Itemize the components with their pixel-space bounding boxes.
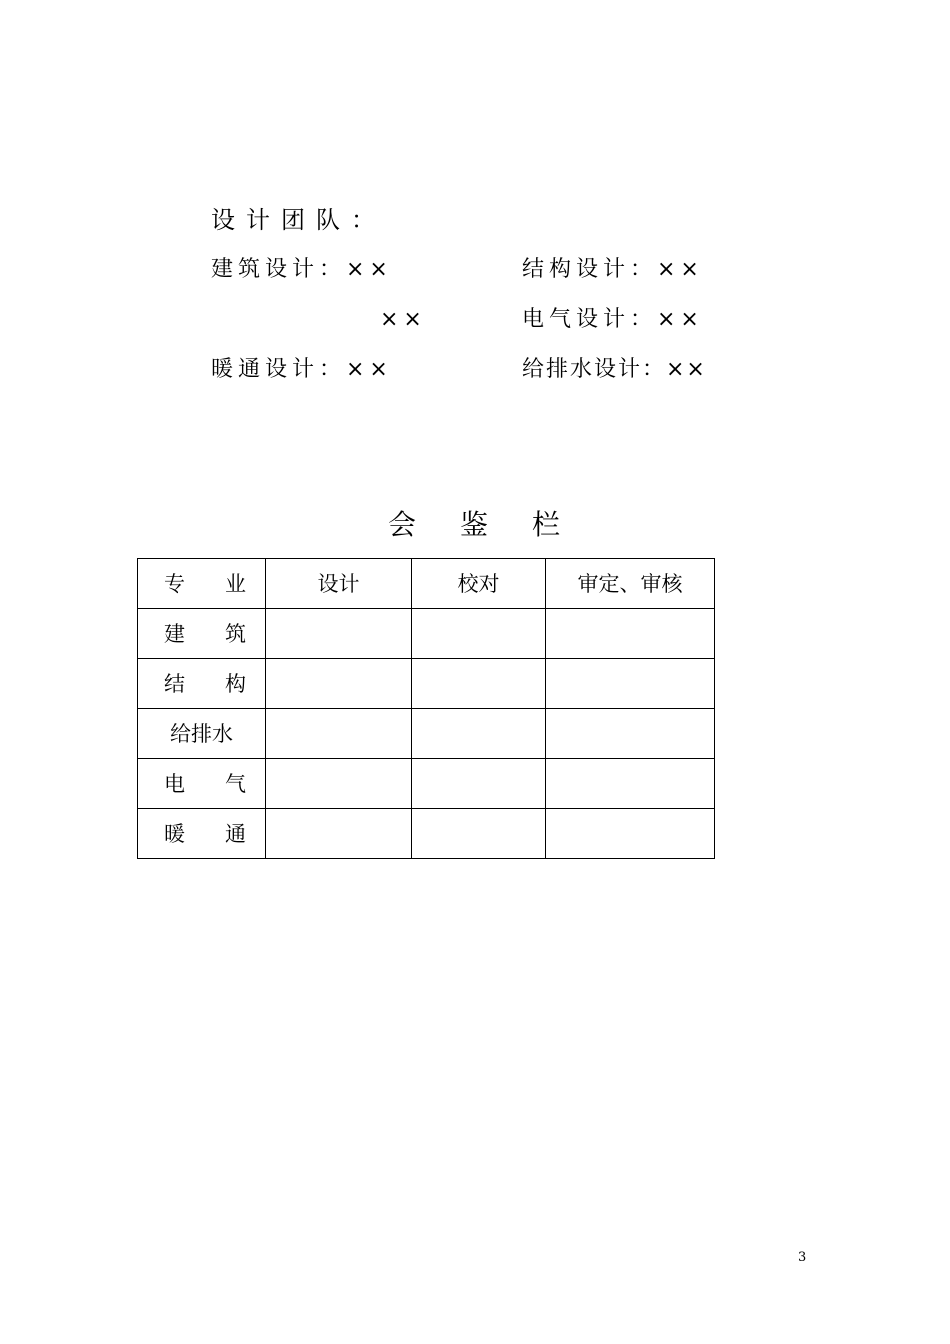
table-header-row — [138, 559, 715, 609]
row-specialty-char-2: 通 — [225, 821, 246, 846]
row-specialty: 给排水 — [138, 709, 266, 759]
header-approve: 审定、审核 — [546, 559, 715, 609]
cell-design[interactable] — [266, 709, 412, 759]
team-structure: 结构设计：×× — [522, 257, 704, 282]
row-specialty — [138, 659, 266, 709]
page-number: 3 — [798, 1250, 807, 1265]
cell-approve[interactable] — [546, 709, 715, 759]
cell-check[interactable] — [412, 759, 546, 809]
cell-check[interactable] — [412, 659, 546, 709]
cell-design[interactable] — [266, 609, 412, 659]
cell-approve[interactable] — [546, 809, 715, 859]
row-specialty-char-2: 筑 — [225, 621, 246, 646]
row-specialty — [138, 809, 266, 859]
cell-approve[interactable] — [546, 659, 715, 709]
cell-check[interactable] — [412, 709, 546, 759]
cell-design[interactable] — [266, 809, 412, 859]
table-row — [138, 759, 715, 809]
row-specialty-char-1: 建 — [164, 621, 185, 646]
table-row — [138, 609, 715, 659]
signoff-table — [137, 558, 715, 859]
header-specialty-char-1: 专 — [164, 571, 185, 596]
cell-check[interactable] — [412, 809, 546, 859]
row-specialty-char-2: 气 — [225, 771, 246, 796]
row-specialty-char-1: 暖 — [164, 821, 185, 846]
team-extra-name: ×× — [380, 307, 427, 332]
cell-check[interactable] — [412, 609, 546, 659]
row-specialty-char-1: 结 — [164, 671, 185, 696]
cell-design[interactable] — [266, 659, 412, 709]
row-specialty-char-2: 构 — [225, 671, 246, 696]
row-specialty — [138, 609, 266, 659]
row-specialty-char-1: 电 — [164, 771, 185, 796]
table-row — [138, 709, 715, 759]
cell-approve[interactable] — [546, 609, 715, 659]
team-architecture: 建筑设计：×× — [211, 257, 393, 282]
row-specialty — [138, 759, 266, 809]
cell-approve[interactable] — [546, 759, 715, 809]
team-title: 设计团队： — [211, 206, 386, 234]
cell-design[interactable] — [266, 759, 412, 809]
table-row — [138, 809, 715, 859]
header-specialty-char-2: 业 — [225, 571, 246, 596]
table-row — [138, 659, 715, 709]
team-electrical: 电气设计：×× — [522, 307, 704, 332]
header-specialty — [138, 559, 266, 609]
team-hvac: 暖通设计：×× — [211, 357, 393, 382]
header-design: 设计 — [266, 559, 412, 609]
header-check: 校对 — [412, 559, 546, 609]
section-title: 会鉴栏 — [388, 508, 605, 541]
team-plumbing: 给排水设计：×× — [522, 357, 707, 382]
